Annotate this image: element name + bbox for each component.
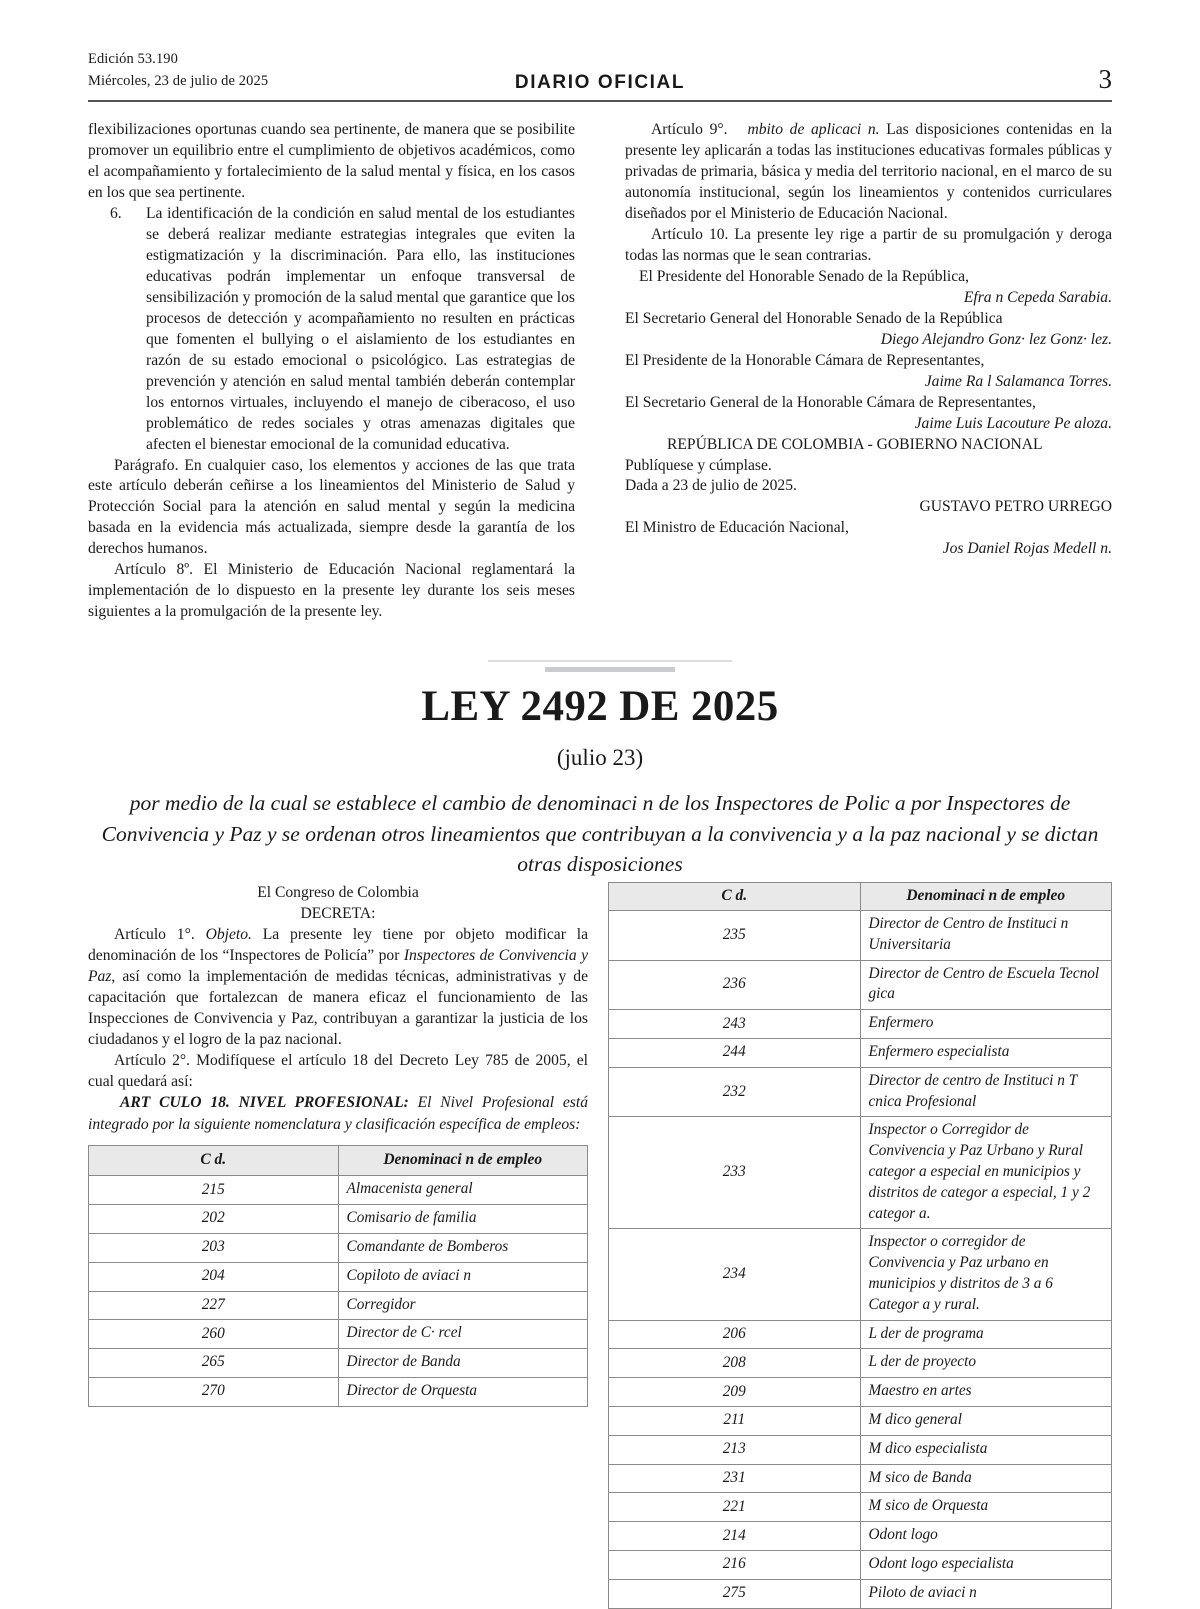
- table-row: [89, 1176, 588, 1205]
- publication-title: DIARIO OFICIAL: [514, 72, 686, 93]
- upper-left-column: [88, 120, 575, 623]
- edition-date: Miércoles, 23 de julio de 2025: [88, 73, 269, 90]
- table-row: [89, 1291, 588, 1320]
- signature-name: Jaime Ra l Salamanca Torres.: [924, 372, 1112, 390]
- table-row: [609, 960, 1112, 1010]
- edition-number: Edición 53.190: [88, 51, 178, 67]
- cell-code: 214: [609, 1522, 861, 1551]
- cell-code: 260: [89, 1320, 339, 1349]
- signature-name: Efra n Cepeda Sarabia.: [963, 288, 1112, 306]
- upper-right-column: [625, 120, 1112, 560]
- column-header-code: C d.: [609, 883, 861, 911]
- list-item-text: La identificación de la condición en salud mental de los estudiantes se deberá realizar mediante estrategias integrales que eviten la estigmatización y la discriminación. Para ello, las instituciones educativas podrán implementar un enfoque transversal de sensibilización y promoción de la salud mental que garantice que los procesos de detección y acompañamiento no resulten en prácticas que fomenten el bullying o el aislamiento de los estudiantes en razón de su estado emocional o psicológico. Las estrategias de prevención y atención en salud mental también deberán contemplar los entornos virtuales, incluyendo el manejo de ciberacoso, el uso problemático de redes sociales y otras amenazas digitales que afecten el bienestar emocional de la comunidad educativa.: [146, 204, 575, 453]
- cell-code: 275: [609, 1579, 861, 1608]
- table-row: [609, 1038, 1112, 1067]
- cell-name: Director de Banda: [338, 1349, 588, 1378]
- cell-code: 270: [89, 1378, 339, 1407]
- table-row: [609, 911, 1112, 961]
- table-row: [609, 1067, 1112, 1117]
- cell-code: 202: [89, 1205, 339, 1234]
- dada-line: Dada a 23 de julio de 2025.: [625, 477, 797, 495]
- column-header-code: C d.: [89, 1145, 339, 1176]
- articulo-8-paragraph: Artículo 8º. El Ministerio de Educación Nacional reglamentará la implementación de lo dispuesto en la presente ley durante los seis meses siguientes a la promulgación de la presente ley.: [88, 561, 575, 621]
- signature-role: El Presidente del Honorable Senado de la República,: [639, 267, 969, 285]
- cell-code: 204: [89, 1262, 339, 1291]
- signature-role: El Secretario General de la Honorable Cámara de Representantes,: [625, 393, 1036, 411]
- cell-name: Director de Centro de Escuela Tecnol gica: [860, 960, 1112, 1010]
- president-name: GUSTAVO PETRO URREGO: [919, 498, 1112, 516]
- articulo-18-text: El Nivel Profesional está integrado por la siguiente nomenclatura y clasificación específica de empleos:: [88, 1094, 588, 1133]
- articulo-18-paragraph: [88, 1092, 588, 1134]
- cell-code: 215: [89, 1176, 339, 1205]
- page-number: 3: [1098, 63, 1112, 94]
- articulo-2-paragraph: Artículo 2°. Modifíquese el artículo 18 del Decreto Ley 785 de 2005, el cual quedará así:: [88, 1052, 588, 1091]
- table-row: [89, 1262, 588, 1291]
- table-row: [609, 1378, 1112, 1407]
- articulo-18-heading: ART CULO 18. NIVEL PROFESIONAL:: [120, 1094, 409, 1112]
- divider-thin-line: [488, 660, 732, 662]
- articulo-9-text: Las disposiciones contenidas en la presente ley aplicarán a todas las instituciones educativas formales públicas y privadas de primaria, básica y media del territorio nacional, en el marco de su autonomía institucional, según los lineamientos y contenidos curriculares diseñados por el Ministerio de Educación Nacional.: [625, 121, 1113, 222]
- cell-name: Director de Centro de Instituci n Universitaria: [860, 911, 1112, 961]
- table-row: [609, 1349, 1112, 1378]
- cell-name: Director de centro de Instituci n T cnica Profesional: [860, 1067, 1112, 1117]
- cell-code: 265: [89, 1349, 339, 1378]
- cell-name: M dico especialista: [860, 1435, 1112, 1464]
- law-title: LEY 2492 DE 2025: [421, 683, 779, 730]
- numbered-list: [88, 204, 575, 456]
- cell-code: 211: [609, 1406, 861, 1435]
- cell-name: Piloto de aviaci n: [860, 1579, 1112, 1608]
- column-header-name: Denominaci n de empleo: [338, 1145, 588, 1176]
- table-row: [89, 1349, 588, 1378]
- masthead-divider-rule: [88, 100, 1112, 102]
- cell-name: Inspector o Corregidor de Convivencia y Paz Urbano y Rural categor a especial en municipios y distritos de categor a especial, 1 y 2 categor a.: [860, 1117, 1112, 1229]
- nomenclature-table-right: [608, 882, 1112, 1609]
- table-row: [609, 1579, 1112, 1608]
- cell-name: M sico de Banda: [860, 1464, 1112, 1493]
- table-row: [609, 1010, 1112, 1039]
- articulo-10-paragraph: Artículo 10. La presente ley rige a partir de su promulgación y deroga todas las normas que le sean contrarias.: [625, 225, 1112, 264]
- signature-role: El Presidente de la Honorable Cámara de Representantes,: [625, 351, 985, 369]
- cell-code: 227: [89, 1291, 339, 1320]
- table-row: [89, 1320, 588, 1349]
- page-masthead: [88, 48, 1112, 93]
- table-row: [609, 1229, 1112, 1320]
- cell-name: Enfermero: [860, 1010, 1112, 1039]
- articulo-9-heading: mbito de aplicaci n.: [747, 121, 880, 138]
- cell-name: Inspector o corregidor de Convivencia y Paz urbano en municipios y distritos de 3 a 6 Categor a y rural.: [860, 1229, 1112, 1320]
- table-row: [609, 1320, 1112, 1349]
- column-header-name: Denominaci n de empleo: [860, 883, 1112, 911]
- cell-name: L der de proyecto: [860, 1349, 1112, 1378]
- law-date: (julio 23): [556, 745, 644, 770]
- table-row: [609, 1522, 1112, 1551]
- articulo-9-label: Artículo 9°.: [651, 121, 728, 138]
- law-subtitle: por medio de la cual se establece el cambio de denominaci n de los Inspectores de Polic a por Inspectores de Convivencia y Paz y se ordenan otros lineamientos que contribuyan a la convivencia y a la paz nacional y se dictan otras disposiciones: [101, 791, 1099, 877]
- cell-code: 206: [609, 1320, 861, 1349]
- list-item-marker: 6.: [110, 204, 122, 222]
- articulo-9-paragraph: [625, 120, 1112, 225]
- table-row: [89, 1378, 588, 1407]
- table-row: [609, 1435, 1112, 1464]
- cell-name: Comisario de familia: [338, 1205, 588, 1234]
- table-row: [609, 1117, 1112, 1229]
- signature-role: El Secretario General del Honorable Senado de la República: [625, 309, 1003, 327]
- signature-name: Diego Alejandro Gonz· lez Gonz· lez.: [880, 330, 1112, 348]
- cell-name: L der de programa: [860, 1320, 1112, 1349]
- cell-code: 243: [609, 1010, 861, 1039]
- minister-name: Jos Daniel Rojas Medell n.: [942, 540, 1112, 558]
- lower-left-column: [88, 882, 588, 1407]
- continued-paragraph: flexibilizaciones oportunas cuando sea pertinente, de manera que se posibilite promover un equilibrio entre el cumplimiento de objetivos académicos, como el acompañamiento y fortalecimiento de la salud mental y física, en los casos en los que sea pertinente.: [88, 121, 575, 201]
- cell-code: 233: [609, 1117, 861, 1229]
- cell-code: 203: [89, 1234, 339, 1263]
- table-row: [89, 1234, 588, 1263]
- cell-name: Comandante de Bomberos: [338, 1234, 588, 1263]
- edition-block: [88, 48, 268, 93]
- paragrafo-paragraph: Parágrafo. En cualquier caso, los elementos y acciones de las que trata este artículo deberán ceñirse a los lineamientos del Ministerio de Salud y Protección Social para la atención en salud mental y según la medicina basada en la evidencia más actualizada, siempre desde la garantía de los derechos humanos.: [88, 456, 575, 558]
- cell-code: 234: [609, 1229, 861, 1320]
- cell-name: Corregidor: [338, 1291, 588, 1320]
- articulo-1-text-part2: , así como la implementación de medidas técnicas, administrativas y de capacitación que fortalezcan de manera eficaz el funcionamiento de las Inspecciones de Convivencia y Paz, contribuyan a garantizar la justicia de los ciudadanos y el logro de la paz nacional.: [88, 968, 588, 1049]
- lower-right-column: [608, 882, 1112, 1609]
- cell-name: M dico general: [860, 1406, 1112, 1435]
- cell-name: Odont logo especialista: [860, 1550, 1112, 1579]
- articulo-1-emphasis: Inspectores de Convivencia y Paz: [88, 947, 588, 986]
- cell-code: 244: [609, 1038, 861, 1067]
- cell-code: 221: [609, 1493, 861, 1522]
- cell-name: Odont logo: [860, 1522, 1112, 1551]
- cell-code: 209: [609, 1378, 861, 1407]
- republic-line: REPÚBLICA DE COLOMBIA - GOBIERNO NACIONAL: [667, 435, 1043, 453]
- table-row: [89, 1205, 588, 1234]
- cell-code: 235: [609, 911, 861, 961]
- minister-role: El Ministro de Educación Nacional,: [625, 519, 849, 537]
- cell-name: Director de Orquesta: [338, 1378, 588, 1407]
- cell-code: 208: [609, 1349, 861, 1378]
- cell-code: 213: [609, 1435, 861, 1464]
- section-divider: [0, 660, 1200, 674]
- table-row: [609, 1550, 1112, 1579]
- divider-thick-bar: [545, 667, 675, 672]
- publiquese-line: Publíquese y cúmplase.: [625, 456, 772, 474]
- cell-code: 236: [609, 960, 861, 1010]
- decreta-line: DECRETA:: [300, 905, 376, 923]
- nomenclature-table-left: [88, 1145, 588, 1407]
- list-item: [88, 204, 575, 456]
- articulo-1-label: Artículo 1°.: [114, 926, 195, 944]
- cell-name: Director de C· rcel: [338, 1320, 588, 1349]
- signature-name: Jaime Luis Lacouture Pe aloza.: [914, 414, 1112, 432]
- congreso-line: El Congreso de Colombia: [257, 884, 419, 901]
- cell-name: Almacenista general: [338, 1176, 588, 1205]
- articulo-1-heading: Objeto.: [205, 926, 252, 944]
- cell-name: M sico de Orquesta: [860, 1493, 1112, 1522]
- cell-name: Copiloto de aviaci n: [338, 1262, 588, 1291]
- cell-code: 232: [609, 1067, 861, 1117]
- cell-code: 231: [609, 1464, 861, 1493]
- table-header-row: [609, 883, 1112, 911]
- table-row: [609, 1406, 1112, 1435]
- table-header-row: [89, 1145, 588, 1176]
- table-row: [609, 1493, 1112, 1522]
- cell-code: 216: [609, 1550, 861, 1579]
- articulo-1-text-part1: La presente ley tiene por objeto modificar la denominación de los “Inspectores de Policía” por: [88, 926, 588, 965]
- cell-name: Enfermero especialista: [860, 1038, 1112, 1067]
- cell-name: Maestro en artes: [860, 1378, 1112, 1407]
- articulo-1-paragraph: [88, 924, 588, 1050]
